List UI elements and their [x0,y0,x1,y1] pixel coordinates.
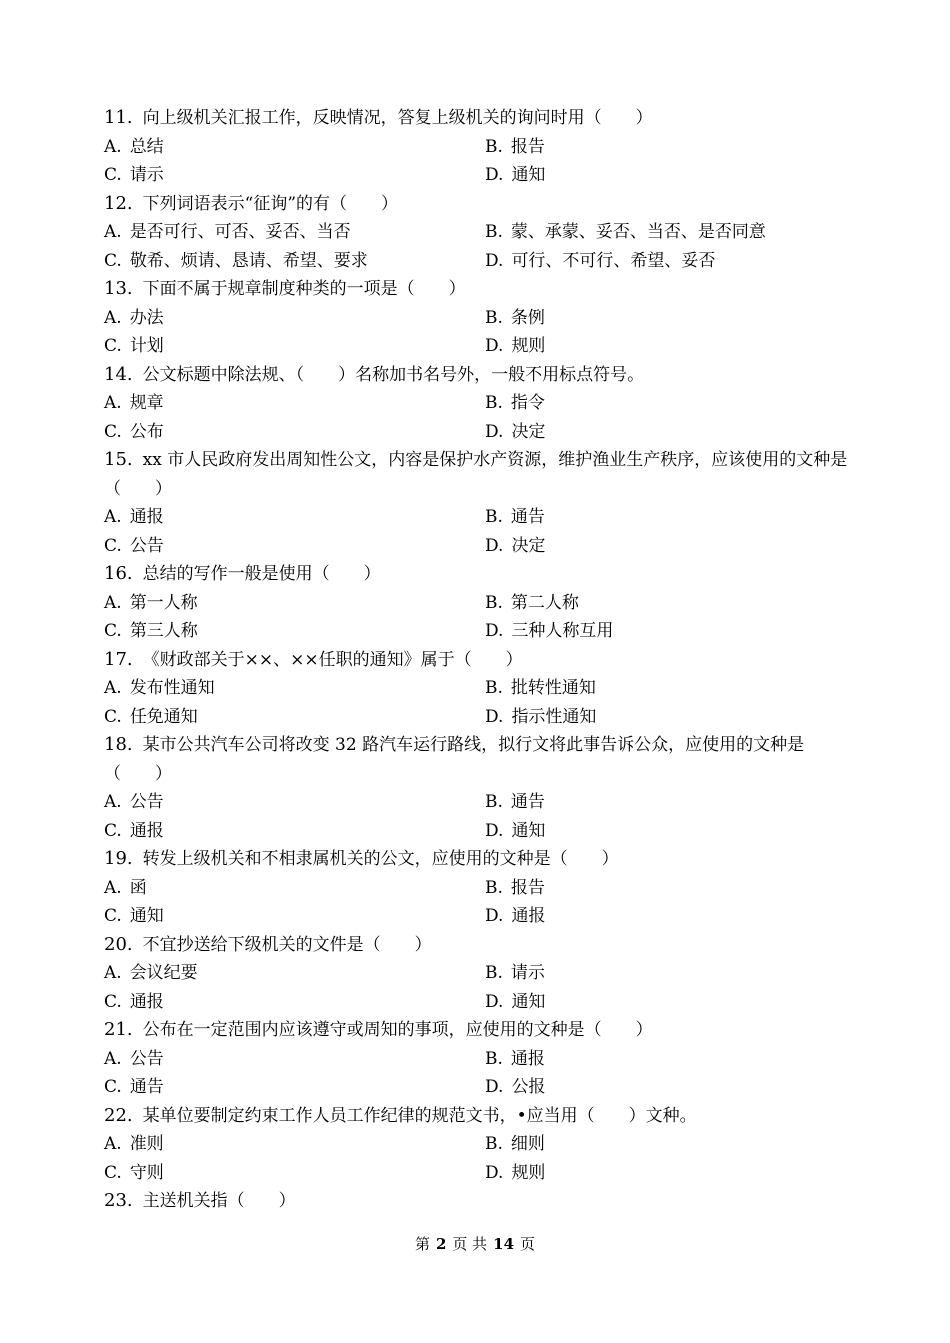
question-stem [104,361,852,390]
answer-option [485,788,852,817]
option-letter: D. [485,250,504,271]
option-letter: A. [104,963,122,983]
question-text: 向上级机关汇报工作，反映情况，答复上级机关的询问时用（ ） [142,108,653,128]
option-text: 规则 [511,336,546,356]
answer-option [485,1073,852,1102]
option-letter: A. [104,877,122,898]
option-grid [104,1045,852,1102]
option-text: 指示性通知 [511,706,597,727]
question-number: 11. [104,107,133,128]
option-grid [104,304,852,361]
option-grid [104,389,852,446]
answer-option [104,332,485,361]
option-grid [104,788,852,845]
page-footer [0,1234,950,1254]
question-number: 16. [104,563,133,584]
option-text: 是否可行、可否、妥否、当否 [129,222,351,242]
option-text: 通知 [511,991,546,1012]
option-text: 报告 [510,877,545,898]
option-text: 指令 [510,393,545,413]
footer-prefix: 第 [414,1235,430,1253]
question-text: 总结的写作一般是使用（ ） [142,564,381,584]
option-text: 通告 [510,792,545,812]
answer-option [485,418,852,447]
question-text: 公文标题中除法规、（ ）名称加书名号外，一般不用标点符号。 [142,364,645,385]
option-text: 计划 [129,336,164,356]
question-number: 18. [104,734,133,755]
answer-option [104,788,485,817]
option-letter: B. [485,393,503,413]
option-letter: C. [104,991,122,1012]
question-stem [104,560,852,589]
option-letter: D. [485,421,504,442]
answer-option [104,532,485,561]
question-stem [104,446,852,503]
answer-option [485,589,852,618]
answer-option [104,988,485,1017]
option-text: 会议纪要 [129,963,198,983]
option-letter: C. [104,535,122,556]
option-grid [104,218,852,275]
option-text: 通报 [510,1048,545,1069]
answer-option [104,1045,485,1074]
question-number: 21. [104,1019,133,1040]
option-text: 细则 [510,1134,545,1154]
option-text: 通知 [511,820,546,841]
option-grid [104,589,852,646]
answer-option [104,703,485,732]
option-letter: D. [485,165,504,185]
option-letter: B. [485,963,503,983]
option-text: 决定 [511,535,546,556]
question-item [104,1016,852,1102]
option-letter: A. [104,507,122,527]
question-number: 15. [104,449,133,470]
option-letter: D. [485,535,504,556]
answer-option [485,1130,852,1159]
answer-option [485,817,852,846]
option-text: 任免通知 [129,706,198,727]
question-number: 14. [104,363,133,385]
question-item [104,646,852,732]
question-text: 转发上级机关和不相隶属机关的公文，应使用的文种是（ ） [142,849,619,869]
question-stem [104,646,852,675]
answer-option [485,218,852,247]
option-text: 三种人称互用 [511,621,614,641]
question-number: 19. [104,848,133,869]
answer-option [104,218,485,247]
answer-option [104,503,485,532]
question-number: 13. [104,278,133,299]
answer-option [485,674,852,703]
option-text: 批转性通知 [510,678,596,698]
answer-option [485,988,852,1017]
answer-option [104,902,485,931]
option-grid [104,1130,852,1187]
answer-option [104,247,485,276]
question-stem [104,731,852,788]
option-text: 第一人称 [129,592,198,613]
footer-suffix: 页 [520,1235,536,1253]
option-letter: D. [485,336,504,356]
option-letter: A. [104,136,122,157]
answer-option [104,617,485,646]
option-letter: D. [485,706,504,727]
option-letter: C. [104,621,122,641]
option-text: 守则 [129,1162,164,1183]
option-text: 条例 [510,307,545,328]
question-text: 公布在一定范围内应该遵守或周知的事项，应使用的文种是（ ） [142,1020,653,1040]
option-letter: B. [485,877,503,898]
option-letter: D. [485,1077,504,1097]
question-text: 下列词语表示“征询”的有（ ） [142,193,399,214]
question-text: 《财政部关于××、××任职的通知》属于（ ） [142,649,523,670]
question-number: 17. [104,648,133,670]
question-item [104,104,852,190]
option-text: 第二人称 [510,592,579,613]
option-text: 敬希、烦请、恳请、希望、要求 [129,250,368,271]
option-letter: B. [485,307,503,328]
question-stem [104,1016,852,1045]
option-text: 发布性通知 [129,678,215,698]
option-letter: B. [485,592,503,613]
question-text: 某市公共汽车公司将改变 32 路汽车运行路线，拟行文将此事告诉公众，应使用的文种是（ ） [104,735,805,784]
option-letter: D. [485,1162,504,1183]
question-item [104,446,852,560]
answer-option [485,133,852,162]
option-letter: A. [104,222,122,242]
option-text: 通报 [129,991,164,1012]
option-text: 通告 [129,1077,164,1097]
option-letter: A. [104,1134,122,1154]
option-letter: B. [485,136,503,157]
answer-option [485,1045,852,1074]
question-text: 不宜抄送给下级机关的文件是（ ） [142,934,432,955]
option-text: 请示 [129,165,164,185]
option-letter: C. [104,421,122,442]
option-grid [104,874,852,931]
option-text: 通报 [129,820,164,841]
answer-option [485,1159,852,1188]
option-text: 请示 [510,963,545,983]
answer-option [104,1130,485,1159]
question-number: 12. [104,192,133,214]
footer-current-page: 2 [435,1235,447,1253]
answer-option [485,617,852,646]
option-letter: C. [104,1077,122,1097]
option-text: 规则 [511,1162,546,1183]
footer-total-pages: 14 [493,1235,515,1253]
question-stem [104,190,852,219]
answer-option [104,959,485,988]
option-letter: D. [485,991,504,1012]
option-text: 通报 [511,906,546,926]
option-letter: B. [485,1134,503,1154]
question-stem [104,104,852,133]
option-letter: B. [485,678,503,698]
question-item [104,931,852,1017]
option-letter: C. [104,1162,122,1183]
option-letter: B. [485,1048,503,1069]
option-text: 准则 [129,1134,164,1154]
answer-option [104,389,485,418]
answer-option [104,304,485,333]
option-text: 通报 [129,507,164,527]
option-letter: A. [104,678,122,698]
question-item [104,1187,852,1216]
question-item [104,190,852,276]
option-letter: A. [104,1048,122,1069]
answer-option [485,247,852,276]
answer-option [485,959,852,988]
option-letter: D. [485,820,504,841]
question-item [104,275,852,361]
answer-option [485,332,852,361]
question-stem [104,1102,852,1131]
answer-option [485,161,852,190]
answer-option [485,874,852,903]
option-text: 函 [129,877,147,898]
option-text: 通知 [511,165,546,185]
answer-option [104,1159,485,1188]
answer-option [485,703,852,732]
option-text: 公报 [511,1077,546,1097]
question-stem [104,1187,852,1216]
option-letter: D. [485,621,504,641]
answer-option [104,1073,485,1102]
option-text: 办法 [129,307,164,328]
question-number: 22. [104,1104,133,1126]
option-letter: B. [485,507,503,527]
option-text: 报告 [510,136,545,157]
option-text: 规章 [129,393,164,413]
answer-option [485,304,852,333]
answer-option [485,532,852,561]
option-letter: C. [104,336,122,356]
option-letter: A. [104,307,122,328]
option-letter: D. [485,906,504,926]
option-letter: C. [104,250,122,271]
option-text: 通知 [129,906,164,926]
option-text: 蒙、承蒙、妥否、当否、是否同意 [510,222,766,242]
answer-option [485,902,852,931]
option-grid [104,503,852,560]
question-list [104,104,852,1216]
footer-middle: 页 共 [452,1235,488,1253]
question-stem [104,275,852,304]
option-letter: B. [485,222,503,242]
question-item [104,361,852,447]
question-text: 主送机关指（ ） [142,1191,296,1211]
option-text: 公告 [129,792,164,812]
answer-option [104,589,485,618]
option-letter: A. [104,393,122,413]
option-grid [104,674,852,731]
question-item [104,1102,852,1188]
option-letter: B. [485,792,503,812]
option-letter: A. [104,792,122,812]
option-text: 公布 [129,421,164,442]
question-text: 下面不属于规章制度种类的一项是（ ） [142,279,466,299]
option-letter: A. [104,592,122,613]
option-text: 通告 [510,507,545,527]
question-number: 23. [104,1190,133,1211]
answer-option [104,674,485,703]
answer-option [485,389,852,418]
answer-option [104,817,485,846]
option-letter: C. [104,706,122,727]
option-grid [104,133,852,190]
answer-option [485,503,852,532]
question-text: 某单位要制定约束工作人员工作纪律的规范文书，•应当用（ ）文种。 [142,1105,697,1126]
option-letter: C. [104,906,122,926]
question-item [104,731,852,845]
question-item [104,560,852,646]
option-letter: C. [104,165,122,185]
question-text: xx 市人民政府发出周知性公文，内容是保护水产资源，维护渔业生产秩序，应该使用的文种是（ ） [104,450,848,499]
option-grid [104,959,852,1016]
option-text: 公告 [129,535,164,556]
answer-option [104,161,485,190]
question-stem [104,845,852,874]
option-text: 第三人称 [129,621,198,641]
question-number: 20. [104,933,133,955]
option-text: 公告 [129,1048,164,1069]
question-item [104,845,852,931]
answer-option [104,133,485,162]
option-text: 总结 [129,136,164,157]
option-letter: C. [104,820,122,841]
question-stem [104,931,852,960]
option-text: 决定 [511,421,546,442]
option-text: 可行、不可行、希望、妥否 [511,250,716,271]
answer-option [104,874,485,903]
answer-option [104,418,485,447]
